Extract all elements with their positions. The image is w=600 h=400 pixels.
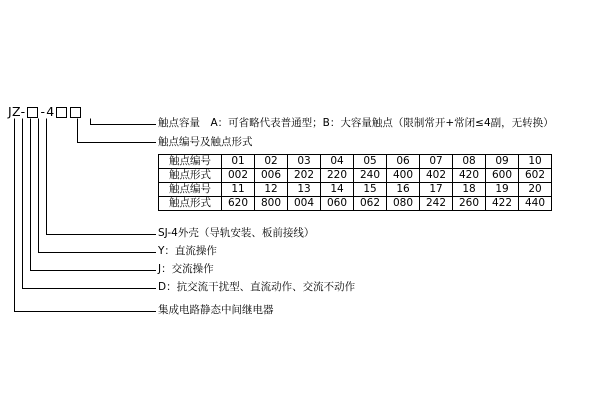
- annotation-product-name: 集成电路静态中间继电器: [158, 304, 274, 316]
- cell: 09: [486, 155, 519, 169]
- cell: 420: [453, 169, 486, 183]
- cell: 18: [453, 183, 486, 197]
- annotation-contact-number-form: 触点编号及触点形式: [158, 136, 253, 148]
- cell: 004: [288, 197, 321, 211]
- cell: 440: [519, 197, 552, 211]
- cell: 002: [222, 169, 255, 183]
- cell: 01: [222, 155, 255, 169]
- cell: 402: [420, 169, 453, 183]
- cell: 20: [519, 183, 552, 197]
- cell: 600: [486, 169, 519, 183]
- cell: 062: [354, 197, 387, 211]
- cell: 07: [420, 155, 453, 169]
- cell: 06: [387, 155, 420, 169]
- row-label-form-2: 触点形式: [159, 197, 222, 211]
- annotation-d-anti-interference: D：抗交流干扰型、直流动作、交流不动作: [158, 281, 356, 293]
- model-box-2: [56, 107, 67, 118]
- row-label-form-1: 触点形式: [159, 169, 222, 183]
- cell: 03: [288, 155, 321, 169]
- cell: 242: [420, 197, 453, 211]
- cell: 400: [387, 169, 420, 183]
- cell: 602: [519, 169, 552, 183]
- cell: 02: [255, 155, 288, 169]
- cell: 13: [288, 183, 321, 197]
- row-label-number-2: 触点编号: [159, 183, 222, 197]
- cell: 05: [354, 155, 387, 169]
- cell: 260: [453, 197, 486, 211]
- cell: 10: [519, 155, 552, 169]
- cell: 12: [255, 183, 288, 197]
- cell: 16: [387, 183, 420, 197]
- model-prefix: JZ-: [8, 104, 26, 119]
- cell: 08: [453, 155, 486, 169]
- cell: 220: [321, 169, 354, 183]
- contact-spec-table-wrapper: [158, 154, 552, 211]
- table-row: [159, 197, 552, 211]
- table-row: [159, 183, 552, 197]
- table-row: [159, 155, 552, 169]
- table-row: [159, 169, 552, 183]
- cell: 006: [255, 169, 288, 183]
- cell: 620: [222, 197, 255, 211]
- cell: 060: [321, 197, 354, 211]
- cell: 15: [354, 183, 387, 197]
- cell: 800: [255, 197, 288, 211]
- cell: 14: [321, 183, 354, 197]
- annotation-contact-capacity: 触点容量 A：可省略代表普通型；B：大容量触点（限制常开+常闭≤4副，无转换）: [158, 117, 554, 129]
- cell: 19: [486, 183, 519, 197]
- cell: 080: [387, 197, 420, 211]
- cell: 422: [486, 197, 519, 211]
- annotation-j-ac-operation: J：交流操作: [158, 263, 214, 275]
- cell: 17: [420, 183, 453, 197]
- model-box-1: [27, 107, 38, 118]
- contact-spec-table: [158, 154, 552, 211]
- annotation-shell: SJ-4外壳（导轨安装、板前接线）: [158, 227, 315, 239]
- annotation-y-dc-operation: Y：直流操作: [158, 245, 217, 257]
- model-code: [8, 106, 83, 119]
- row-label-number-1: 触点编号: [159, 155, 222, 169]
- cell: 202: [288, 169, 321, 183]
- model-dash: -: [40, 104, 46, 119]
- cell: 11: [222, 183, 255, 197]
- cell: 04: [321, 155, 354, 169]
- model-series: 4: [46, 104, 55, 119]
- cell: 240: [354, 169, 387, 183]
- model-box-3: [70, 107, 81, 118]
